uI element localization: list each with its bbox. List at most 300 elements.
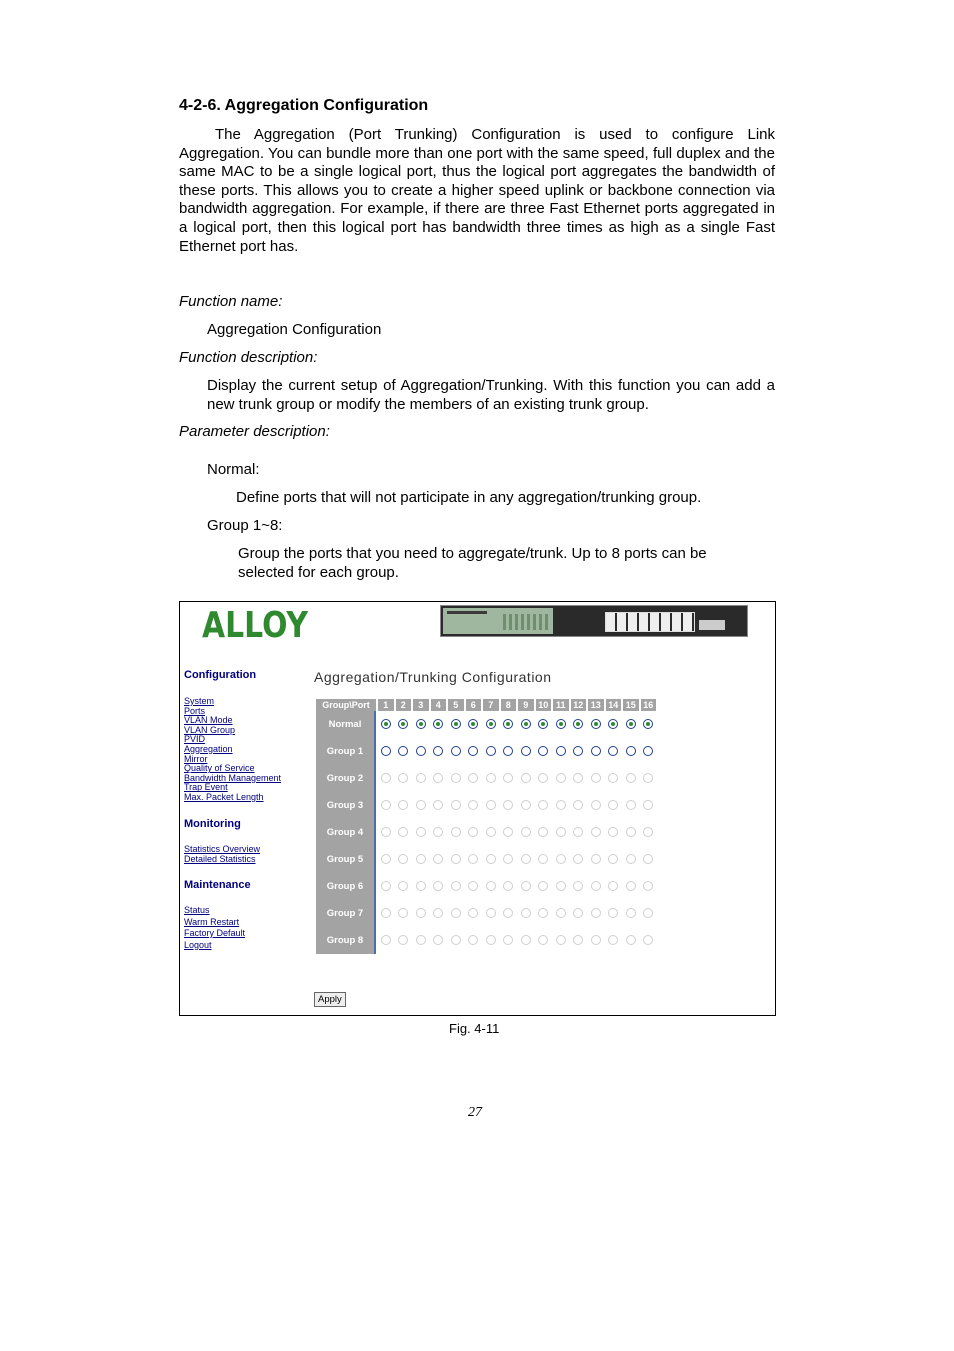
radio-cell bbox=[483, 846, 499, 873]
table-row bbox=[316, 792, 656, 819]
radio-cell bbox=[378, 765, 394, 792]
radio-cell bbox=[536, 792, 552, 819]
port-radio-button bbox=[591, 773, 601, 783]
port-radio-button bbox=[573, 908, 583, 918]
port-radio-button[interactable] bbox=[573, 746, 583, 756]
port-radio-button bbox=[608, 800, 618, 810]
corner-header: Group\Port bbox=[316, 699, 376, 711]
port-radio-button[interactable] bbox=[416, 719, 426, 729]
sidebar-link-configuration-0[interactable]: System bbox=[184, 696, 215, 706]
row-label: Group 6 bbox=[316, 873, 376, 900]
port-radio-button[interactable] bbox=[626, 746, 636, 756]
port-radio-button bbox=[381, 827, 391, 837]
port-radio-button bbox=[416, 827, 426, 837]
port-radio-button bbox=[626, 773, 636, 783]
port-radio-button[interactable] bbox=[591, 719, 601, 729]
radio-cell bbox=[396, 900, 412, 927]
radio-cell bbox=[588, 819, 604, 846]
radio-cell bbox=[483, 765, 499, 792]
radio-cell bbox=[483, 900, 499, 927]
aggregation-table bbox=[314, 699, 658, 954]
radio-cell bbox=[378, 738, 394, 765]
port-radio-button bbox=[556, 908, 566, 918]
port-header: 3 bbox=[413, 699, 429, 711]
sidebar-link-configuration-7[interactable]: Quality of Service bbox=[184, 763, 255, 774]
radio-cell bbox=[606, 927, 622, 954]
port-header: 7 bbox=[483, 699, 499, 711]
port-radio-button bbox=[451, 881, 461, 891]
port-header: 4 bbox=[431, 699, 447, 711]
port-header: 10 bbox=[536, 699, 552, 711]
port-radio-button bbox=[556, 854, 566, 864]
figure-caption: Fig. 4-11 bbox=[449, 1021, 500, 1036]
port-radio-button bbox=[573, 827, 583, 837]
radio-cell bbox=[606, 792, 622, 819]
radio-cell bbox=[448, 738, 464, 765]
sidebar-link-configuration-3[interactable]: VLAN Group bbox=[184, 724, 236, 735]
radio-cell bbox=[396, 846, 412, 873]
section-heading: 4-2-6. Aggregation Configuration bbox=[179, 97, 429, 114]
radio-cell bbox=[571, 873, 587, 900]
port-radio-button[interactable] bbox=[451, 719, 461, 729]
port-radio-button[interactable] bbox=[556, 746, 566, 756]
port-radio-button bbox=[573, 881, 583, 891]
port-radio-button bbox=[381, 935, 391, 945]
port-radio-button bbox=[626, 935, 636, 945]
function-name: Aggregation Configuration bbox=[207, 321, 382, 338]
port-radio-button bbox=[643, 800, 653, 810]
port-radio-button bbox=[521, 773, 531, 783]
sidebar-link-configuration-5[interactable]: Aggregation bbox=[184, 744, 233, 754]
radio-cell bbox=[536, 873, 552, 900]
port-radio-button bbox=[591, 935, 601, 945]
radio-cell bbox=[518, 765, 534, 792]
port-radio-button[interactable] bbox=[433, 746, 443, 756]
page-title: Aggregation/Trunking Configuration bbox=[314, 669, 552, 685]
port-radio-button bbox=[573, 800, 583, 810]
radio-cell bbox=[448, 873, 464, 900]
port-radio-button[interactable] bbox=[468, 746, 478, 756]
radio-cell bbox=[571, 927, 587, 954]
radio-cell bbox=[641, 819, 657, 846]
radio-cell bbox=[606, 873, 622, 900]
port-radio-button[interactable] bbox=[416, 746, 426, 756]
port-radio-button bbox=[503, 854, 513, 864]
function-name-label: Function name: bbox=[179, 293, 283, 310]
radio-cell bbox=[483, 927, 499, 954]
port-radio-button bbox=[521, 854, 531, 864]
port-radio-button bbox=[468, 881, 478, 891]
radio-cell bbox=[396, 927, 412, 954]
radio-cell bbox=[431, 873, 447, 900]
sidebar-link-configuration-4[interactable]: PVID bbox=[184, 734, 206, 745]
port-radio-button bbox=[398, 827, 408, 837]
port-radio-button bbox=[433, 908, 443, 918]
radio-cell bbox=[553, 846, 569, 873]
radio-cell bbox=[413, 765, 429, 792]
port-radio-button bbox=[486, 773, 496, 783]
port-radio-button bbox=[398, 908, 408, 918]
table-row bbox=[316, 819, 656, 846]
radio-cell bbox=[378, 927, 394, 954]
port-radio-button bbox=[608, 827, 618, 837]
port-radio-button bbox=[381, 908, 391, 918]
radio-cell bbox=[378, 846, 394, 873]
port-radio-button bbox=[468, 827, 478, 837]
radio-cell bbox=[641, 900, 657, 927]
row-label: Normal bbox=[316, 711, 376, 738]
port-radio-button bbox=[608, 935, 618, 945]
radio-cell bbox=[501, 738, 517, 765]
port-radio-button bbox=[521, 908, 531, 918]
radio-cell bbox=[448, 711, 464, 738]
port-radio-button bbox=[451, 908, 461, 918]
radio-cell bbox=[483, 819, 499, 846]
table-row bbox=[316, 873, 656, 900]
radio-cell bbox=[448, 900, 464, 927]
port-radio-button bbox=[626, 800, 636, 810]
port-radio-button bbox=[468, 908, 478, 918]
radio-cell bbox=[536, 927, 552, 954]
radio-cell bbox=[431, 927, 447, 954]
port-radio-button[interactable] bbox=[626, 719, 636, 729]
port-radio-button bbox=[643, 935, 653, 945]
port-radio-button bbox=[591, 800, 601, 810]
port-radio-button[interactable] bbox=[643, 719, 653, 729]
radio-cell bbox=[606, 738, 622, 765]
radio-cell bbox=[588, 873, 604, 900]
port-radio-button bbox=[538, 908, 548, 918]
radio-cell bbox=[571, 846, 587, 873]
port-radio-button bbox=[591, 854, 601, 864]
radio-cell bbox=[483, 792, 499, 819]
port-radio-button bbox=[433, 827, 443, 837]
port-header: 5 bbox=[448, 699, 464, 711]
radio-cell bbox=[501, 765, 517, 792]
sidebar-title-configuration: Configuration bbox=[184, 669, 257, 681]
sidebar-link-configuration-9[interactable]: Trap Event bbox=[184, 782, 228, 793]
sidebar-link-maintenance-0[interactable]: Status bbox=[184, 905, 210, 915]
radio-cell bbox=[378, 900, 394, 927]
radio-cell bbox=[553, 873, 569, 900]
port-radio-button bbox=[608, 773, 618, 783]
radio-cell bbox=[466, 873, 482, 900]
port-radio-button bbox=[398, 881, 408, 891]
port-radio-button[interactable] bbox=[503, 746, 513, 756]
port-radio-button[interactable] bbox=[521, 746, 531, 756]
radio-cell bbox=[518, 927, 534, 954]
table-row bbox=[316, 765, 656, 792]
radio-cell bbox=[431, 846, 447, 873]
port-radio-button bbox=[573, 773, 583, 783]
port-radio-button bbox=[626, 827, 636, 837]
radio-cell bbox=[553, 927, 569, 954]
radio-cell bbox=[623, 792, 639, 819]
intro-text: The Aggregation (Port Trunking) Configuration is used to configure Link Aggregation. You can bundle more than one port with the same speed, full duplex and the same MAC to be a single logical port, thus the logical port aggregates the bandwidth of these ports. This allows you to create a higher speed uplink or backbone connection via bandwidth aggregation. For example, if there are three Fast Ethernet ports aggregated in a logical port, then this logical port has bandwidth three times as high as a single Fast Ethernet port has. bbox=[179, 126, 775, 255]
port-radio-button bbox=[626, 908, 636, 918]
port-radio-button bbox=[416, 935, 426, 945]
port-header: 15 bbox=[623, 699, 639, 711]
sidebar-link-maintenance-3[interactable]: Logout bbox=[184, 939, 212, 950]
port-radio-button bbox=[433, 800, 443, 810]
parameter-description-label: Parameter description: bbox=[179, 423, 330, 440]
port-radio-button bbox=[381, 773, 391, 783]
table-row bbox=[316, 711, 656, 738]
port-radio-button bbox=[591, 881, 601, 891]
radio-cell bbox=[536, 819, 552, 846]
port-radio-button[interactable] bbox=[398, 746, 408, 756]
radio-cell bbox=[413, 900, 429, 927]
radio-cell bbox=[466, 765, 482, 792]
radio-cell bbox=[518, 846, 534, 873]
port-radio-button bbox=[521, 881, 531, 891]
radio-cell bbox=[413, 792, 429, 819]
port-radio-button bbox=[538, 881, 548, 891]
port-radio-button bbox=[416, 773, 426, 783]
radio-cell bbox=[448, 765, 464, 792]
radio-cell bbox=[571, 765, 587, 792]
port-radio-button[interactable] bbox=[486, 746, 496, 756]
radio-cell bbox=[378, 792, 394, 819]
radio-cell bbox=[378, 873, 394, 900]
port-radio-button bbox=[486, 800, 496, 810]
radio-cell bbox=[623, 927, 639, 954]
sidebar-link-configuration-10[interactable]: Max. Packet Length bbox=[184, 792, 264, 802]
port-radio-button[interactable] bbox=[608, 746, 618, 756]
row-label: Group 4 bbox=[316, 819, 376, 846]
radio-cell bbox=[588, 900, 604, 927]
sidebar-link-configuration-2[interactable]: VLAN Mode bbox=[184, 715, 233, 726]
port-radio-button bbox=[468, 773, 478, 783]
radio-cell bbox=[431, 792, 447, 819]
sidebar-link-maintenance-1[interactable]: Warm Restart bbox=[184, 916, 240, 927]
port-radio-button bbox=[416, 854, 426, 864]
radio-cell bbox=[396, 792, 412, 819]
radio-cell bbox=[448, 927, 464, 954]
sidebar-title-monitoring: Monitoring bbox=[184, 818, 241, 830]
radio-cell bbox=[518, 711, 534, 738]
apply-button[interactable]: Apply bbox=[314, 992, 346, 1007]
port-radio-button[interactable] bbox=[573, 719, 583, 729]
port-radio-button bbox=[573, 854, 583, 864]
table-row bbox=[316, 927, 656, 954]
radio-cell bbox=[536, 846, 552, 873]
port-radio-button bbox=[433, 935, 443, 945]
port-radio-button bbox=[538, 800, 548, 810]
port-radio-button[interactable] bbox=[608, 719, 618, 729]
sidebar-link-configuration-8[interactable]: Bandwidth Management bbox=[184, 772, 282, 783]
row-label: Group 7 bbox=[316, 900, 376, 927]
port-radio-button bbox=[556, 827, 566, 837]
row-label: Group 3 bbox=[316, 792, 376, 819]
port-radio-button bbox=[486, 935, 496, 945]
radio-cell bbox=[466, 927, 482, 954]
radio-cell bbox=[518, 900, 534, 927]
port-radio-button bbox=[643, 773, 653, 783]
port-radio-button bbox=[556, 800, 566, 810]
radio-cell bbox=[588, 765, 604, 792]
port-radio-button bbox=[608, 881, 618, 891]
port-radio-button bbox=[521, 800, 531, 810]
radio-cell bbox=[466, 846, 482, 873]
radio-cell bbox=[431, 765, 447, 792]
port-radio-button bbox=[486, 854, 496, 864]
table-row bbox=[316, 738, 656, 765]
port-radio-button[interactable] bbox=[433, 719, 443, 729]
radio-cell bbox=[501, 873, 517, 900]
port-header: 9 bbox=[518, 699, 534, 711]
port-radio-button bbox=[538, 935, 548, 945]
radio-cell bbox=[553, 711, 569, 738]
port-radio-button[interactable] bbox=[556, 719, 566, 729]
port-header: 2 bbox=[396, 699, 412, 711]
port-radio-button[interactable] bbox=[381, 719, 391, 729]
port-radio-button bbox=[468, 854, 478, 864]
radio-cell bbox=[413, 846, 429, 873]
port-radio-button bbox=[381, 881, 391, 891]
port-radio-button bbox=[626, 881, 636, 891]
radio-cell bbox=[553, 765, 569, 792]
row-label: Group 8 bbox=[316, 927, 376, 954]
port-radio-button[interactable] bbox=[503, 719, 513, 729]
port-radio-button bbox=[398, 800, 408, 810]
port-radio-button bbox=[591, 827, 601, 837]
port-radio-button[interactable] bbox=[451, 746, 461, 756]
row-label: Group 5 bbox=[316, 846, 376, 873]
radio-cell bbox=[483, 738, 499, 765]
radio-cell bbox=[378, 711, 394, 738]
port-radio-button bbox=[556, 773, 566, 783]
radio-cell bbox=[641, 846, 657, 873]
port-radio-button[interactable] bbox=[591, 746, 601, 756]
port-header: 13 bbox=[588, 699, 604, 711]
port-radio-button bbox=[416, 881, 426, 891]
port-radio-button bbox=[433, 881, 443, 891]
radio-cell bbox=[483, 711, 499, 738]
port-radio-button[interactable] bbox=[538, 719, 548, 729]
port-radio-button[interactable] bbox=[468, 719, 478, 729]
radio-cell bbox=[553, 819, 569, 846]
radio-cell bbox=[396, 738, 412, 765]
port-radio-button bbox=[486, 827, 496, 837]
radio-cell bbox=[606, 765, 622, 792]
radio-cell bbox=[536, 765, 552, 792]
port-radio-button bbox=[398, 935, 408, 945]
port-radio-button bbox=[451, 854, 461, 864]
param-normal-label: Normal: bbox=[207, 461, 260, 478]
row-label: Group 1 bbox=[316, 738, 376, 765]
radio-cell bbox=[536, 711, 552, 738]
radio-cell bbox=[553, 738, 569, 765]
param-group-description: Group the ports that you need to aggregate/trunk. Up to 8 ports can be selected for each group. bbox=[238, 545, 707, 581]
radio-cell bbox=[606, 819, 622, 846]
radio-cell bbox=[413, 873, 429, 900]
port-radio-button bbox=[643, 881, 653, 891]
port-header: 16 bbox=[641, 699, 657, 711]
radio-cell bbox=[571, 819, 587, 846]
port-radio-button bbox=[468, 935, 478, 945]
port-radio-button bbox=[468, 800, 478, 810]
port-header: 14 bbox=[606, 699, 622, 711]
radio-cell bbox=[466, 738, 482, 765]
radio-cell bbox=[466, 900, 482, 927]
port-radio-button bbox=[398, 773, 408, 783]
port-radio-button bbox=[643, 854, 653, 864]
sidebar-link-maintenance-2[interactable]: Factory Default bbox=[184, 928, 246, 938]
radio-cell bbox=[413, 927, 429, 954]
radio-cell bbox=[466, 792, 482, 819]
port-radio-button[interactable] bbox=[381, 746, 391, 756]
sidebar-link-configuration-6[interactable]: Mirror bbox=[184, 753, 208, 764]
radio-cell bbox=[623, 738, 639, 765]
radio-cell bbox=[588, 711, 604, 738]
radio-cell bbox=[431, 711, 447, 738]
sidebar-link-configuration-1[interactable]: Ports bbox=[184, 705, 206, 716]
radio-cell bbox=[553, 900, 569, 927]
screenshot-figure bbox=[179, 601, 776, 1016]
port-radio-button[interactable] bbox=[538, 746, 548, 756]
port-radio-button[interactable] bbox=[521, 719, 531, 729]
port-radio-button bbox=[451, 827, 461, 837]
switch-front-panel-image bbox=[440, 605, 748, 637]
port-radio-button bbox=[433, 773, 443, 783]
sidebar-link-monitoring-0[interactable]: Statistics Overview bbox=[184, 844, 261, 854]
port-radio-button bbox=[416, 908, 426, 918]
sidebar-link-monitoring-1[interactable]: Detailed Statistics bbox=[184, 853, 256, 864]
port-radio-button[interactable] bbox=[643, 746, 653, 756]
radio-cell bbox=[606, 846, 622, 873]
port-radio-button bbox=[503, 800, 513, 810]
radio-cell bbox=[431, 819, 447, 846]
radio-cell bbox=[413, 738, 429, 765]
port-radio-button bbox=[503, 827, 513, 837]
port-radio-button[interactable] bbox=[398, 719, 408, 729]
port-header: 11 bbox=[553, 699, 569, 711]
port-radio-button bbox=[416, 800, 426, 810]
intro-paragraph bbox=[179, 126, 775, 256]
port-radio-button bbox=[626, 854, 636, 864]
port-radio-button bbox=[643, 908, 653, 918]
radio-cell bbox=[606, 900, 622, 927]
radio-cell bbox=[466, 819, 482, 846]
radio-cell bbox=[641, 792, 657, 819]
radio-cell bbox=[431, 900, 447, 927]
radio-cell bbox=[413, 711, 429, 738]
function-description-label: Function description: bbox=[179, 349, 318, 366]
radio-cell bbox=[518, 738, 534, 765]
port-radio-button bbox=[486, 881, 496, 891]
radio-cell bbox=[413, 819, 429, 846]
radio-cell bbox=[571, 711, 587, 738]
port-radio-button bbox=[521, 827, 531, 837]
radio-cell bbox=[588, 846, 604, 873]
port-header: 6 bbox=[466, 699, 482, 711]
radio-cell bbox=[536, 900, 552, 927]
radio-cell bbox=[448, 819, 464, 846]
radio-cell bbox=[623, 873, 639, 900]
port-radio-button[interactable] bbox=[486, 719, 496, 729]
param-normal-description: Define ports that will not participate in any aggregation/trunking group. bbox=[236, 489, 702, 506]
radio-cell bbox=[466, 711, 482, 738]
radio-cell bbox=[431, 738, 447, 765]
radio-cell bbox=[623, 711, 639, 738]
port-radio-button bbox=[486, 908, 496, 918]
radio-cell bbox=[501, 927, 517, 954]
port-radio-button bbox=[503, 881, 513, 891]
radio-cell bbox=[571, 900, 587, 927]
port-radio-button bbox=[451, 935, 461, 945]
radio-cell bbox=[448, 792, 464, 819]
